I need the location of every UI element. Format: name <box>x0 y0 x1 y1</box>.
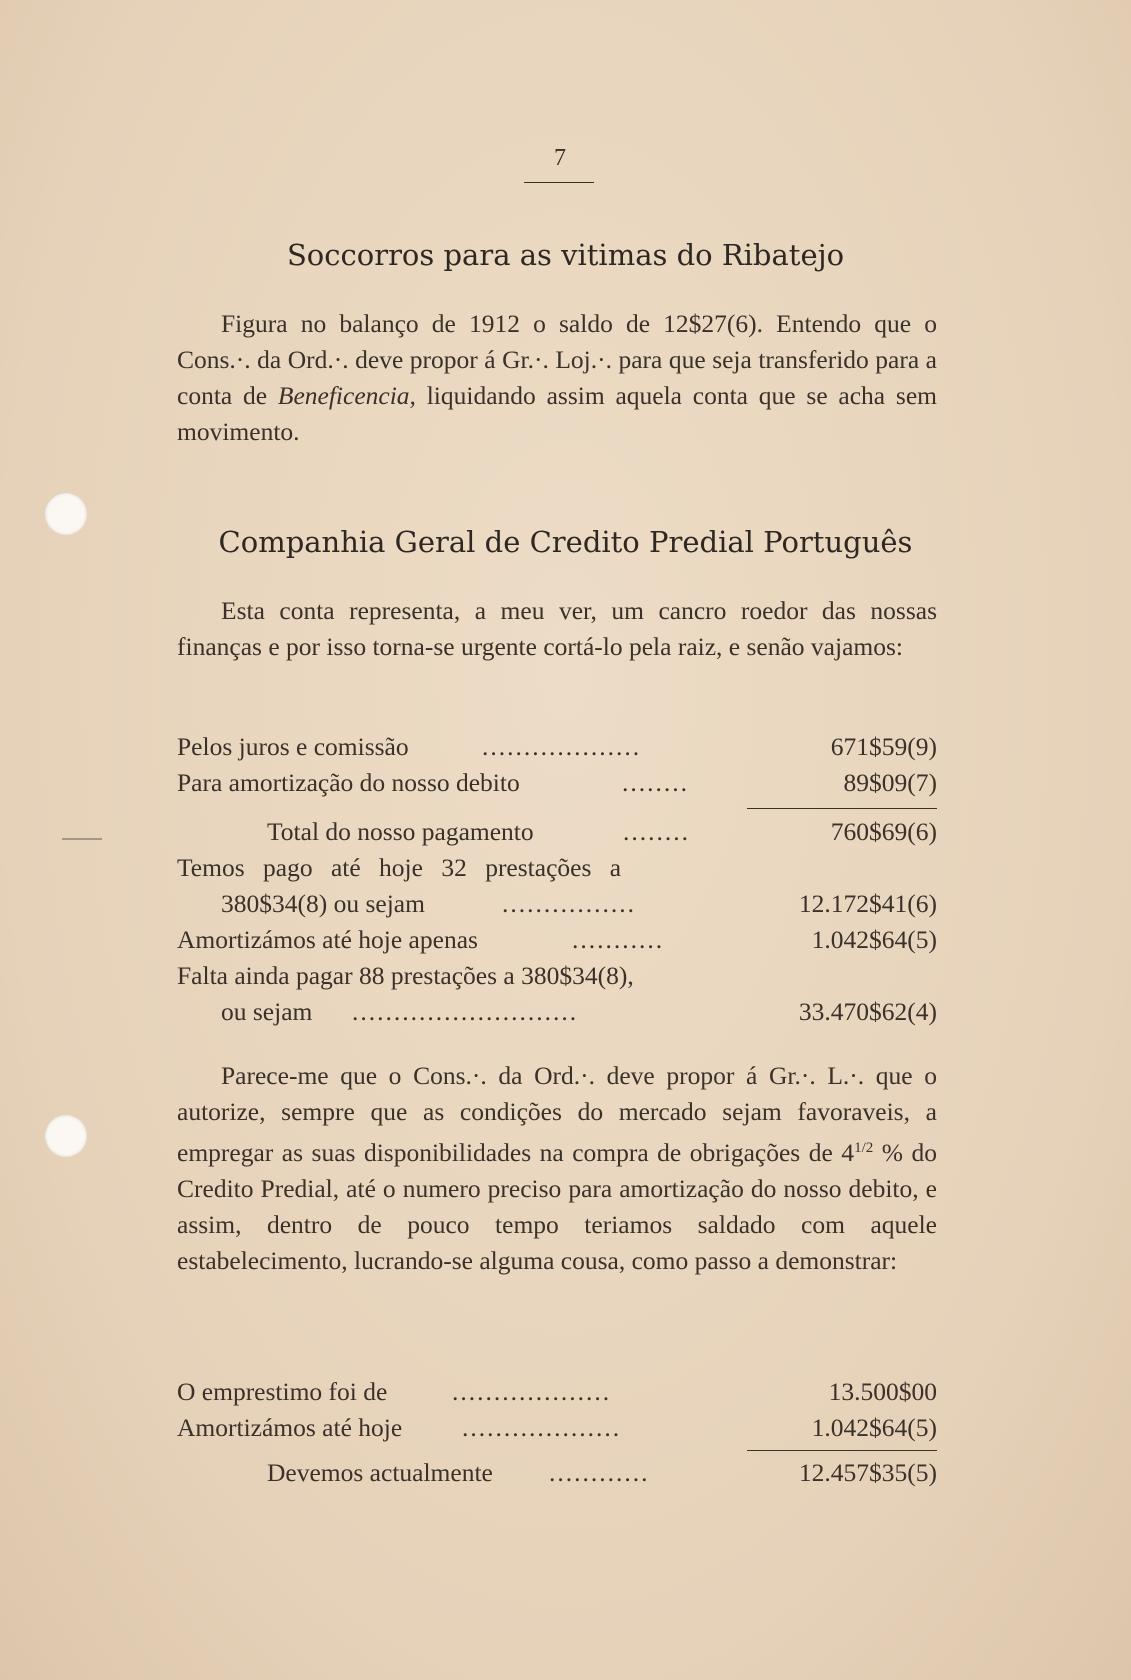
ledger-row <box>177 765 937 801</box>
percent-sign: % <box>881 1138 903 1167</box>
fraction-half: 1/2 <box>854 1140 874 1156</box>
paragraph-soccorros-emphasis: Beneficencia, <box>277 381 416 410</box>
ledger-label: Para amortização do nosso debito <box>177 768 520 797</box>
paragraph-soccorros-text-b: liquidando assim aquela conta que se acha sem movimento. <box>177 381 937 446</box>
ledger-label: O emprestimo foi de <box>177 1377 388 1406</box>
ledger-value: 760$69(6) <box>830 817 937 846</box>
leader-dots: ............ <box>549 1458 650 1487</box>
ledger-value: 13.500$00 <box>828 1377 937 1406</box>
ledger-row <box>177 1374 937 1410</box>
ledger-row <box>177 994 937 1030</box>
leader-dots: ........ <box>623 817 690 846</box>
ledger-row <box>177 922 937 958</box>
leader-dots: ................... <box>482 732 642 761</box>
paragraph-companhia-intro-text: Esta conta representa, a meu ver, um cancro roedor das nossas finanças e por isso torna-se urgente cortá-lo pela raiz, e senão vajamos: <box>177 596 937 661</box>
ledger-value: 1.042$64(5) <box>811 1413 937 1442</box>
ledger-row-total <box>177 1455 937 1491</box>
ledger-value: 89$09(7) <box>843 768 937 797</box>
ledger-row <box>177 1410 937 1446</box>
leader-dots: ........ <box>622 768 689 797</box>
paragraph-soccorros <box>177 306 937 450</box>
leader-dots: ................... <box>452 1377 612 1406</box>
ledger-label: Amortizámos até hoje apenas <box>177 925 478 954</box>
ledger-label: 380$34(8) ou sejam <box>221 889 425 918</box>
ledger-row <box>177 958 937 994</box>
ledger-label: Falta ainda pagar 88 prestações a 380$34(8), <box>177 961 634 990</box>
paragraph-proposal-text-b: do Credito Predial, até o numero preciso para amortização do nosso debito, e assim, dentro de pouco tempo teriamos saldado com aquele estabelecimento, lucrando-se alguma cousa, como passo a demonstrar: <box>177 1138 938 1275</box>
ledger-value: 12.457$35(5) <box>798 1458 937 1487</box>
leader-dots: ........................... <box>352 997 579 1026</box>
sum-rule <box>747 1450 937 1451</box>
ledger-label: ou sejam <box>221 997 313 1026</box>
ledger-row <box>177 850 937 886</box>
ledger-label: Pelos juros e comissão <box>177 732 409 761</box>
binder-hole-bottom <box>45 1115 87 1157</box>
paragraph-companhia-intro <box>177 593 937 665</box>
section-title-companhia: Companhia Geral de Credito Predial Português <box>218 525 913 559</box>
ledger-value: 33.470$62(4) <box>798 997 937 1026</box>
ledger-value: 12.172$41(6) <box>798 889 937 918</box>
ledger-label: Devemos actualmente <box>267 1458 493 1487</box>
ledger-row <box>177 729 937 765</box>
ledger-value: 1.042$64(5) <box>811 925 937 954</box>
paragraph-proposal-text-a: Parece-me que o Cons.·. da Ord.·. deve propor á Gr.·. L.·. que o autorize, sempre que as condições do mercado sejam favoraveis, a empregar as suas disponibilidades na compra de obrigações de 4 <box>177 1061 937 1167</box>
ledger-label: Temos pago até hoje 32 prestações a <box>177 853 622 882</box>
leader-dots: ........... <box>572 925 665 954</box>
ledger-row-total <box>177 814 937 850</box>
leader-dots: ................... <box>462 1413 622 1442</box>
ledger-label: Total do nosso pagamento <box>267 817 534 846</box>
page-number-rule <box>524 182 594 183</box>
ledger-row <box>177 886 937 922</box>
ledger-label: Amortizámos até hoje <box>177 1413 403 1442</box>
ledger-value: 671$59(9) <box>830 732 937 761</box>
leader-dots: ................ <box>502 889 636 918</box>
paragraph-proposal <box>177 1058 937 1279</box>
sum-rule <box>747 808 937 809</box>
section-title-soccorros: Soccorros para as vitimas do Ribatejo <box>286 238 845 272</box>
page-number: 7 <box>554 145 566 171</box>
margin-mark <box>62 838 102 840</box>
paragraph-soccorros-text-a: Figura no balanço de 1912 o saldo de 12$27(6). Entendo que o Cons.·. da Ord.·. deve propor á Gr.·. Loj.·. para que seja transferido para a conta de <box>177 309 937 410</box>
